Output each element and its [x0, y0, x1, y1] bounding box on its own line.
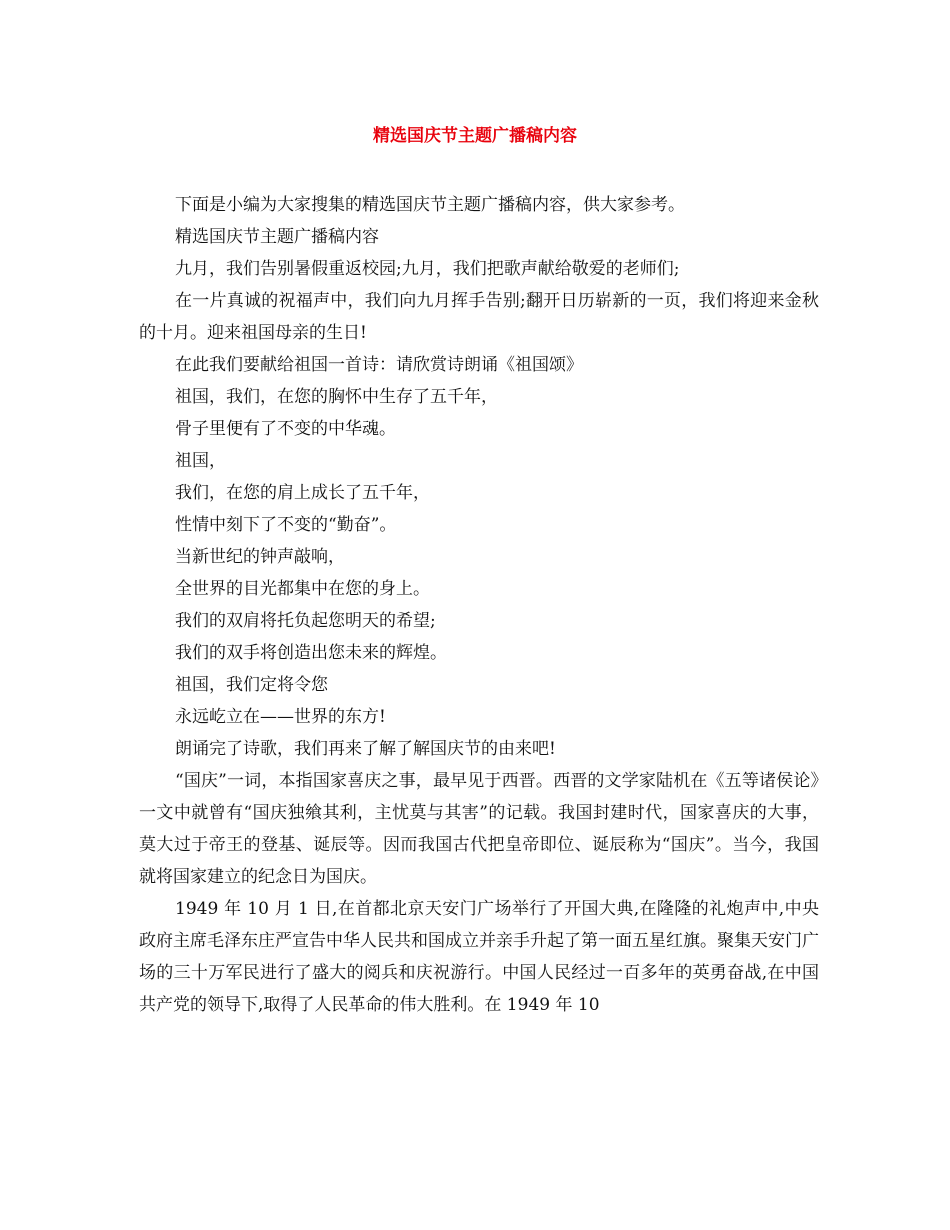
- poem-line: 祖国，: [175, 451, 226, 471]
- poem-line: 当新世纪的钟声敲响，: [175, 547, 345, 567]
- paragraph-poem-intro: 在此我们要献给祖国一首诗：请欣赏诗朗诵《祖国颂》: [175, 355, 583, 375]
- document-body: [139, 189, 819, 1021]
- document-title: 精选国庆节主题广播稿内容: [373, 126, 577, 146]
- poem-line: 永远屹立在——世界的东方!: [175, 707, 386, 727]
- paragraph-farewell: 在一片真诚的祝福声中，我们向九月挥手告别;翻开日历崭新的一页，我们将迎来金秋的十月。迎来祖国母亲的生日!: [139, 291, 819, 343]
- poem-line: 性情中刻下了不变的“勤奋”。: [175, 515, 397, 535]
- poem-line: 全世界的目光都集中在您的身上。: [175, 579, 430, 599]
- paragraph-transition: 朗诵完了诗歌，我们再来了解了解国庆节的由来吧!: [175, 739, 556, 759]
- poem-line: 骨子里便有了不变的中华魂。: [175, 419, 396, 439]
- paragraph-history: 1949 年 10 月 1 日,在首都北京天安门广场举行了开国大典,在隆隆的礼炮声中,中央政府主席毛泽东庄严宣告中华人民共和国成立并亲手升起了第一面五星红旗。聚集天安门广场的三十万军民进行了盛大的阅兵和庆祝游行。中国人民经过一百多年的英勇奋战,在中国共产党的领导下,取得了人民革命的伟大胜利。在 1949 年 10: [139, 899, 819, 1015]
- poem-line: 祖国，我们定将令您: [175, 675, 328, 695]
- paragraph-origin: “国庆”一词，本指国家喜庆之事，最早见于西晋。西晋的文学家陆机在《五等诸侯论》一文中就曾有“国庆独飨其利，主忧莫与其害”的记载。我国封建时代，国家喜庆的大事，莫大过于帝王的登基、诞辰等。因而我国古代把皇帝即位、诞辰称为“国庆”。当今，我国就将国家建立的纪念日为国庆。: [139, 771, 819, 887]
- paragraph-september: 九月，我们告别暑假重返校园;九月，我们把歌声献给敬爱的老师们;: [175, 259, 680, 279]
- paragraph-subtitle: 精选国庆节主题广播稿内容: [175, 227, 379, 247]
- poem-line: 我们的双肩将托负起您明天的希望;: [175, 611, 436, 631]
- poem-line: 我们，在您的肩上成长了五千年，: [175, 483, 430, 503]
- paragraph-intro: 下面是小编为大家搜集的精选国庆节主题广播稿内容，供大家参考。: [175, 195, 685, 215]
- poem-line: 我们的双手将创造出您未来的辉煌。: [175, 643, 447, 663]
- poem-line: 祖国，我们，在您的胸怀中生存了五千年，: [175, 387, 498, 407]
